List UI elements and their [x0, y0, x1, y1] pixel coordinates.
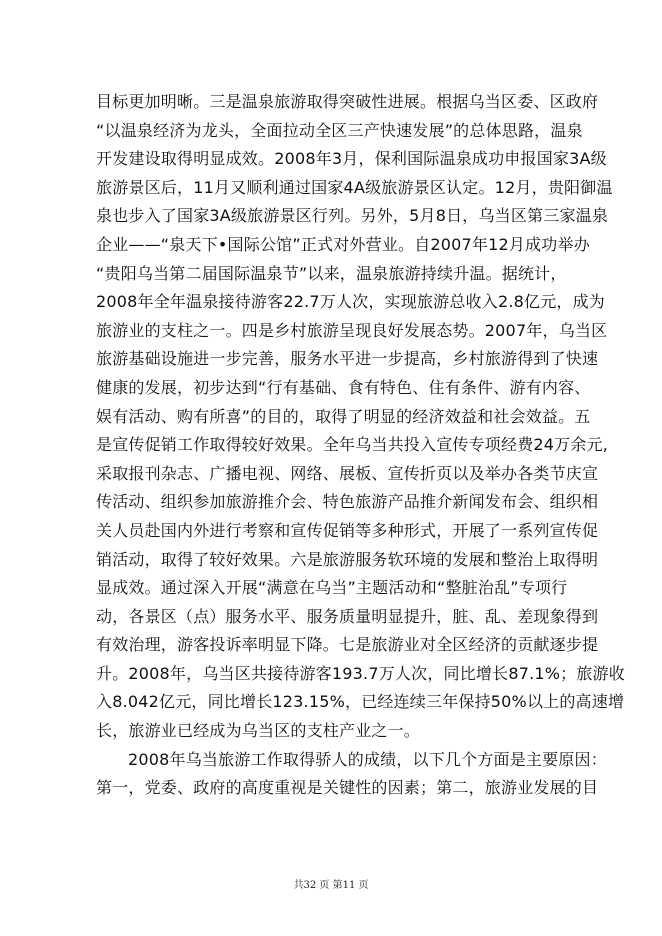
text-line: 旅游景区后，11月又顺利通过国家4A级旅游景区认定。12月，贵阳御温 [96, 177, 613, 197]
text-line: 企业——“泉天下•国际公馆”正式对外营业。自2007年12月成功举办 [96, 234, 590, 254]
text-line: 显成效。通过深入开展“满意在乌当”主题活动和“整脏治乱”专项行 [96, 578, 568, 598]
text-line: 泉也步入了国家3A级旅游景区行列。另外，5月8日，乌当区第三家温泉 [96, 206, 609, 226]
text-line: 入8.042亿元，同比增长123.15%，已经连续三年保持50%以上的高速增 [96, 692, 625, 712]
text-line: 有效治理，游客投诉率明显下降。七是旅游业对全区经济的贡献逐步提 [96, 635, 599, 655]
text-line: 第一，党委、政府的高度重视是关键性的因素；第二，旅游业发展的目 [96, 778, 599, 798]
text-line: “以温泉经济为龙头，全面拉动全区三产快速发展”的总体思路，温泉 [96, 120, 583, 140]
text-line: 关人员赴国内外进行考察和宣传促销等多种形式，开展了一系列宣传促 [96, 520, 599, 540]
text-line: 动，各景区（点）服务水平、服务质量明显提升，脏、乱、差现象得到 [96, 606, 599, 626]
body-text [96, 88, 625, 803]
text-line: 目标更加明晰。三是温泉旅游取得突破性进展。根据乌当区委、区政府 [96, 92, 599, 111]
text-line: 传活动、组织参加旅游推介会、特色旅游产品推介新闻发布会、组织相 [96, 492, 599, 512]
text-line: 健康的发展，初步达到“行有基础、食有特色、住有条件、游有内容、 [96, 377, 591, 397]
text-line: 升。2008年，乌当区共接待游客193.7万人次，同比增长87.1%；旅游收 [96, 663, 625, 683]
text-line: 长，旅游业已经成为乌当区的支柱产业之一。 [96, 721, 421, 741]
page-number: 共32 页 第11 页 [293, 880, 369, 891]
text-line: 销活动，取得了较好效果。六是旅游服务软环境的发展和整治上取得明 [96, 549, 599, 569]
text-line: 2008年全年温泉接待游客22.7万人次，实现旅游总收入2.8亿元，成为 [96, 292, 605, 312]
text-line: 是宣传促销工作取得较好效果。全年乌当共投入宣传专项经费24万余元, [96, 435, 609, 455]
text-line: 开发建设取得明显成效。2008年3月，保利国际温泉成功申报国家3A级 [96, 149, 607, 169]
paragraph-start-line: 2008年乌当旅游工作取得骄人的成绩，以下几个方面是主要原因： [128, 749, 607, 769]
text-line: 旅游业的支柱之一。四是乡村旅游呈现良好发展态势。2007年，乌当区 [96, 320, 608, 340]
text-line: 娱有活动、购有所喜”的目的，取得了明显的经济效益和社会效益。五 [96, 406, 591, 426]
text-line: “贵阳乌当第二届国际温泉节”以来，温泉旅游持续升温。据统计， [96, 263, 567, 283]
text-line: 旅游基础设施进一步完善，服务水平进一步提高，乡村旅游得到了快速 [96, 349, 599, 369]
page-footer [0, 876, 662, 891]
text-line: 采取报刊杂志、广播电视、网络、展板、宣传折页以及举办各类节庆宣 [96, 463, 599, 483]
